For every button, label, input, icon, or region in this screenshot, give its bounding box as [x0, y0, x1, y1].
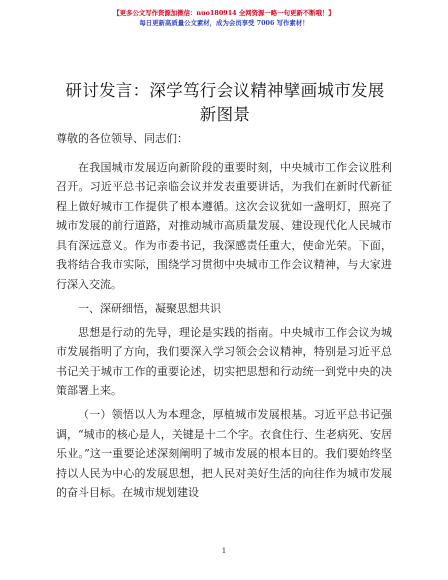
greeting: 尊敬的各位领导、同志们： — [56, 132, 188, 145]
document-body — [56, 129, 392, 507]
page-number: 1 — [221, 546, 227, 555]
paragraph-intro: 在我国城市发展迈向新阶段的重要时刻，中央城市工作会议胜利召开。习近平总书记亲临会议并发表重要讲话，为我们在新时代新征程上做好城市工作提供了根本遵循。这次会议犹如一盏明灯，照亮了城市发展的前行道路，对推动城市高质量发展、建设现代化人民城市具有深远意义。作为市委书记，我深感责任重大，使命光荣。下面，我将结合我市实际，围绕学习贯彻中央城市工作会议精神，与大家进行深入交流。 — [56, 160, 392, 291]
section-heading-1: 一、深研细悟，凝聚思想共识 — [78, 301, 221, 315]
paragraph-section-1: 思想是行动的先导，理论是实践的指南。中央城市工作会议为城市发展指明了方向，我们要深入学习领会会议精神，特别是习近平总书记关于城市工作的重要论述，切实把思想和行动统一到党中央的决策部署上来。 — [56, 325, 392, 397]
paragraph-subsection-1: （一）领悟以人为本理念，厚植城市发展根基。习近平总书记强调，“城市的核心是人，关键是十二个字。衣食住行、生老病死、安居乐业。”这一重要论述深刻阐明了城市发展的根本目的。我们要始终坚持以人民为中心的发展思想，把人民对美好生活的向往作为城市发展的奋斗目标。在城市规划建设 — [56, 408, 392, 499]
promo-banner-line1: 【更多公文写作资源加微信：nuo180914 全网资源一略一句更新不断哦！】 — [113, 9, 335, 17]
document-title: 研讨发言：深学笃行会议精神擘画城市发展新图景 — [65, 81, 385, 124]
promo-banner — [0, 8, 448, 28]
promo-banner-line2: 每日更新高质量公文素材，成为会员享受 7006 写作素材！ — [139, 19, 309, 27]
